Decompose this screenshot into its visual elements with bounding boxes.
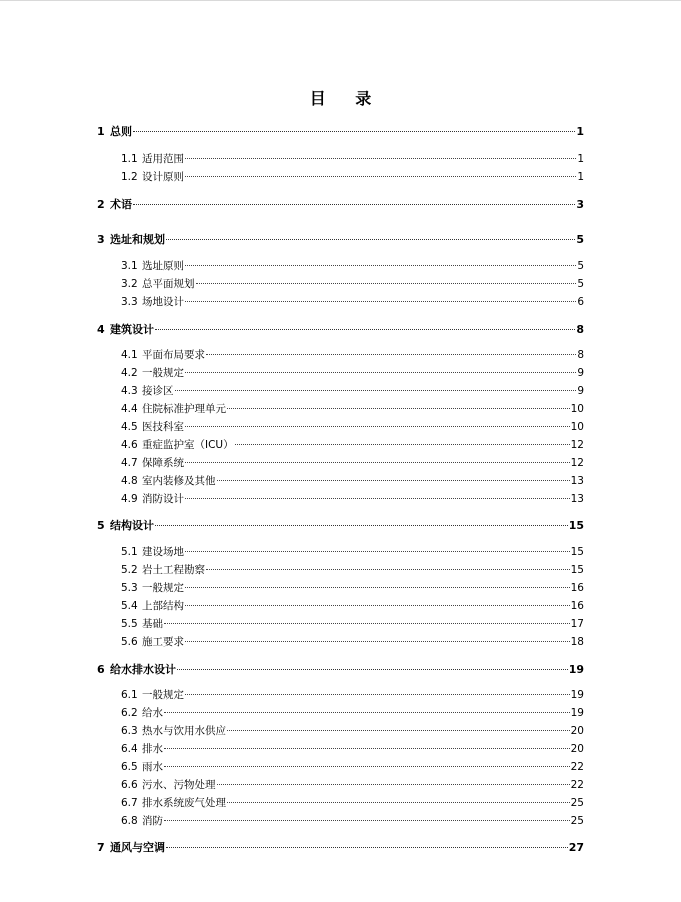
toc-entry-number: 4.4 (121, 403, 138, 415)
toc-entry-number: 1.2 (121, 171, 138, 183)
toc-entry-page: 27 (568, 841, 584, 854)
toc-section-entry[interactable] (121, 437, 584, 452)
toc-chapter-entry[interactable] (97, 839, 584, 855)
toc-chapter-entry[interactable] (97, 661, 584, 677)
toc-entry-number: 4.5 (121, 421, 138, 433)
toc-section-entry[interactable] (121, 634, 584, 649)
toc-entry-label: 总平面规划 (142, 278, 195, 290)
toc-leader-dots (155, 329, 575, 330)
toc-entry-label: 一般规定 (142, 689, 184, 701)
toc-entry-page: 1 (576, 125, 584, 138)
toc-entry-number: 4.3 (121, 385, 138, 397)
toc-entry-label: 医技科室 (142, 421, 184, 433)
toc-entry-page: 10 (570, 421, 584, 433)
toc-section-entry[interactable] (121, 813, 584, 828)
toc-leader-dots (164, 748, 570, 749)
toc-section-entry[interactable] (121, 169, 584, 184)
toc-entry-page: 5 (577, 260, 584, 272)
toc-section-entry[interactable] (121, 705, 584, 720)
toc-chapter-entry[interactable] (97, 517, 584, 533)
toc-entry-number: 7 (97, 841, 105, 854)
toc-section-entry[interactable] (121, 616, 584, 631)
toc-entry-number: 6 (97, 663, 105, 676)
toc-chapter-entry[interactable] (97, 231, 584, 247)
toc-leader-dots (133, 204, 575, 205)
toc-entry-page: 16 (570, 600, 584, 612)
toc-entry-page: 13 (570, 475, 584, 487)
toc-leader-dots (206, 354, 576, 355)
toc-entry-page: 17 (570, 618, 584, 630)
toc-entry-number: 6.8 (121, 815, 138, 827)
toc-entry-label: 通风与空调 (110, 841, 165, 854)
toc-section-entry[interactable] (121, 759, 584, 774)
toc-entry-page: 19 (568, 663, 584, 676)
toc-entry-label: 给水排水设计 (110, 663, 176, 676)
toc-leader-dots (206, 569, 570, 570)
toc-section-entry[interactable] (121, 544, 584, 559)
toc-leader-dots (185, 158, 576, 159)
toc-section-entry[interactable] (121, 741, 584, 756)
toc-entry-number: 2 (97, 198, 105, 211)
toc-entry-number: 4.9 (121, 493, 138, 505)
toc-leader-dots (177, 669, 568, 670)
toc-entry-label: 平面布局要求 (142, 349, 205, 361)
toc-entry-number: 4.6 (121, 439, 138, 451)
toc-section-entry[interactable] (121, 473, 584, 488)
toc-entry-number: 4 (97, 323, 105, 336)
toc-leader-dots (175, 390, 577, 391)
toc-leader-dots (166, 239, 575, 240)
toc-entry-page: 5 (577, 278, 584, 290)
toc-entry-number: 5.1 (121, 546, 138, 558)
toc-entry-page: 1 (577, 153, 584, 165)
toc-entry-number: 6.5 (121, 761, 138, 773)
toc-entry-number: 3.2 (121, 278, 138, 290)
toc-entry-label: 选址和规划 (110, 233, 165, 246)
toc-entry-page: 15 (568, 519, 584, 532)
toc-leader-dots (164, 712, 570, 713)
toc-entry-label: 消防 (142, 815, 163, 827)
toc-leader-dots (155, 525, 568, 526)
toc-entry-page: 9 (577, 367, 584, 379)
toc-entry-label: 设计原则 (142, 171, 184, 183)
toc-section-entry[interactable] (121, 687, 584, 702)
toc-entry-label: 上部结构 (142, 600, 184, 612)
toc-section-entry[interactable] (121, 598, 584, 613)
toc-entry-label: 污水、污物处理 (142, 779, 216, 791)
toc-entry-label: 岩土工程勘察 (142, 564, 205, 576)
toc-entry-number: 6.2 (121, 707, 138, 719)
toc-entry-page: 15 (570, 546, 584, 558)
toc-section-entry[interactable] (121, 294, 584, 309)
toc-entry-page: 9 (577, 385, 584, 397)
toc-entry-page: 12 (570, 439, 584, 451)
toc-entry-page: 20 (570, 743, 584, 755)
toc-entry-label: 排水 (142, 743, 163, 755)
toc-entry-label: 施工要求 (142, 636, 184, 648)
toc-entry-label: 重症监护室（ICU） (142, 439, 234, 451)
toc-leader-dots (185, 587, 570, 588)
toc-entry-number: 5.2 (121, 564, 138, 576)
toc-section-entry[interactable] (121, 258, 584, 273)
toc-entry-label: 接诊区 (142, 385, 174, 397)
toc-entry-page: 25 (570, 797, 584, 809)
toc-entry-number: 5.5 (121, 618, 138, 630)
toc-entry-label: 住院标准护理单元 (142, 403, 226, 415)
toc-entry-number: 4.1 (121, 349, 138, 361)
toc-section-entry[interactable] (121, 777, 584, 792)
toc-entry-label: 给水 (142, 707, 163, 719)
toc-leader-dots (185, 301, 576, 302)
toc-entry-label: 室内装修及其他 (142, 475, 216, 487)
toc-entry-number: 5.4 (121, 600, 138, 612)
toc-entry-label: 建设场地 (142, 546, 184, 558)
toc-entry-page: 10 (570, 403, 584, 415)
toc-entry-label: 一般规定 (142, 582, 184, 594)
toc-entry-label: 场地设计 (142, 296, 184, 308)
toc-entry-number: 6.7 (121, 797, 138, 809)
toc-leader-dots (185, 176, 576, 177)
toc-entry-label: 适用范围 (142, 153, 184, 165)
toc-leader-dots (227, 408, 570, 409)
toc-entry-label: 保障系统 (142, 457, 184, 469)
toc-entry-label: 排水系统废气处理 (142, 797, 226, 809)
toc-leader-dots (227, 802, 570, 803)
toc-leader-dots (196, 283, 577, 284)
toc-entry-page: 15 (570, 564, 584, 576)
toc-entry-label: 总则 (110, 125, 132, 138)
toc-leader-dots (217, 784, 570, 785)
toc-chapter-entry[interactable] (97, 321, 584, 337)
toc-entry-page: 3 (576, 198, 584, 211)
toc-leader-dots (164, 623, 570, 624)
toc-entry-number: 6.3 (121, 725, 138, 737)
toc-entry-page: 8 (577, 349, 584, 361)
toc-leader-dots (185, 462, 570, 463)
toc-entry-number: 5.6 (121, 636, 138, 648)
toc-entry-label: 结构设计 (110, 519, 154, 532)
toc-section-entry[interactable] (121, 347, 584, 362)
toc-section-entry[interactable] (121, 401, 584, 416)
toc-entry-label: 术语 (110, 198, 132, 211)
toc-leader-dots (185, 551, 570, 552)
toc-entry-number: 6.1 (121, 689, 138, 701)
toc-entry-number: 4.7 (121, 457, 138, 469)
toc-entry-number: 5.3 (121, 582, 138, 594)
toc-entry-label: 一般规定 (142, 367, 184, 379)
toc-entry-number: 3.1 (121, 260, 138, 272)
toc-leader-dots (164, 820, 570, 821)
toc-entry-page: 13 (570, 493, 584, 505)
toc-entry-label: 雨水 (142, 761, 163, 773)
toc-entry-label: 基础 (142, 618, 163, 630)
toc-entry-page: 18 (570, 636, 584, 648)
toc-entry-page: 16 (570, 582, 584, 594)
toc-entry-number: 1.1 (121, 153, 138, 165)
toc-leader-dots (133, 131, 575, 132)
toc-section-entry[interactable] (121, 491, 584, 506)
toc-entry-page: 22 (570, 779, 584, 791)
toc-section-entry[interactable] (121, 455, 584, 470)
toc-entry-page: 8 (576, 323, 584, 336)
toc-section-entry[interactable] (121, 723, 584, 738)
toc-leader-dots (185, 372, 576, 373)
toc-entry-page: 22 (570, 761, 584, 773)
toc-entry-number: 5 (97, 519, 105, 532)
toc-leader-dots (185, 498, 570, 499)
toc-entry-page: 19 (570, 707, 584, 719)
toc-section-entry[interactable] (121, 276, 584, 291)
toc-leader-dots (185, 641, 570, 642)
toc-entry-number: 3.3 (121, 296, 138, 308)
toc-leader-dots (185, 605, 570, 606)
toc-entry-page: 6 (577, 296, 584, 308)
toc-entry-number: 6.4 (121, 743, 138, 755)
toc-entry-number: 1 (97, 125, 105, 138)
toc-entry-page: 20 (570, 725, 584, 737)
toc-leader-dots (235, 444, 570, 445)
toc-entry-page: 19 (570, 689, 584, 701)
toc-leader-dots (166, 847, 568, 848)
toc-leader-dots (185, 426, 570, 427)
toc-leader-dots (185, 694, 570, 695)
toc-leader-dots (217, 480, 570, 481)
toc-entry-number: 4.2 (121, 367, 138, 379)
toc-entry-page: 5 (576, 233, 584, 246)
toc-entry-page: 12 (570, 457, 584, 469)
toc-section-entry[interactable] (121, 795, 584, 810)
toc-entry-number: 6.6 (121, 779, 138, 791)
toc-section-entry[interactable] (121, 419, 584, 434)
toc-entry-label: 建筑设计 (110, 323, 154, 336)
toc-chapter-entry[interactable] (97, 196, 584, 212)
toc-entry-page: 25 (570, 815, 584, 827)
toc-entry-number: 3 (97, 233, 105, 246)
toc-entry-page: 1 (577, 171, 584, 183)
page-title: 目 录 (309, 89, 384, 108)
toc-leader-dots (164, 766, 570, 767)
toc-leader-dots (185, 265, 576, 266)
toc-chapter-entry[interactable] (97, 123, 584, 139)
toc-leader-dots (227, 730, 570, 731)
toc-section-entry[interactable] (121, 383, 584, 398)
toc-section-entry[interactable] (121, 580, 584, 595)
toc-entry-label: 选址原则 (142, 260, 184, 272)
toc-section-entry[interactable] (121, 365, 584, 380)
toc-section-entry[interactable] (121, 151, 584, 166)
toc-section-entry[interactable] (121, 562, 584, 577)
toc-entry-label: 热水与饮用水供应 (142, 725, 226, 737)
toc-entry-label: 消防设计 (142, 493, 184, 505)
toc-entry-number: 4.8 (121, 475, 138, 487)
